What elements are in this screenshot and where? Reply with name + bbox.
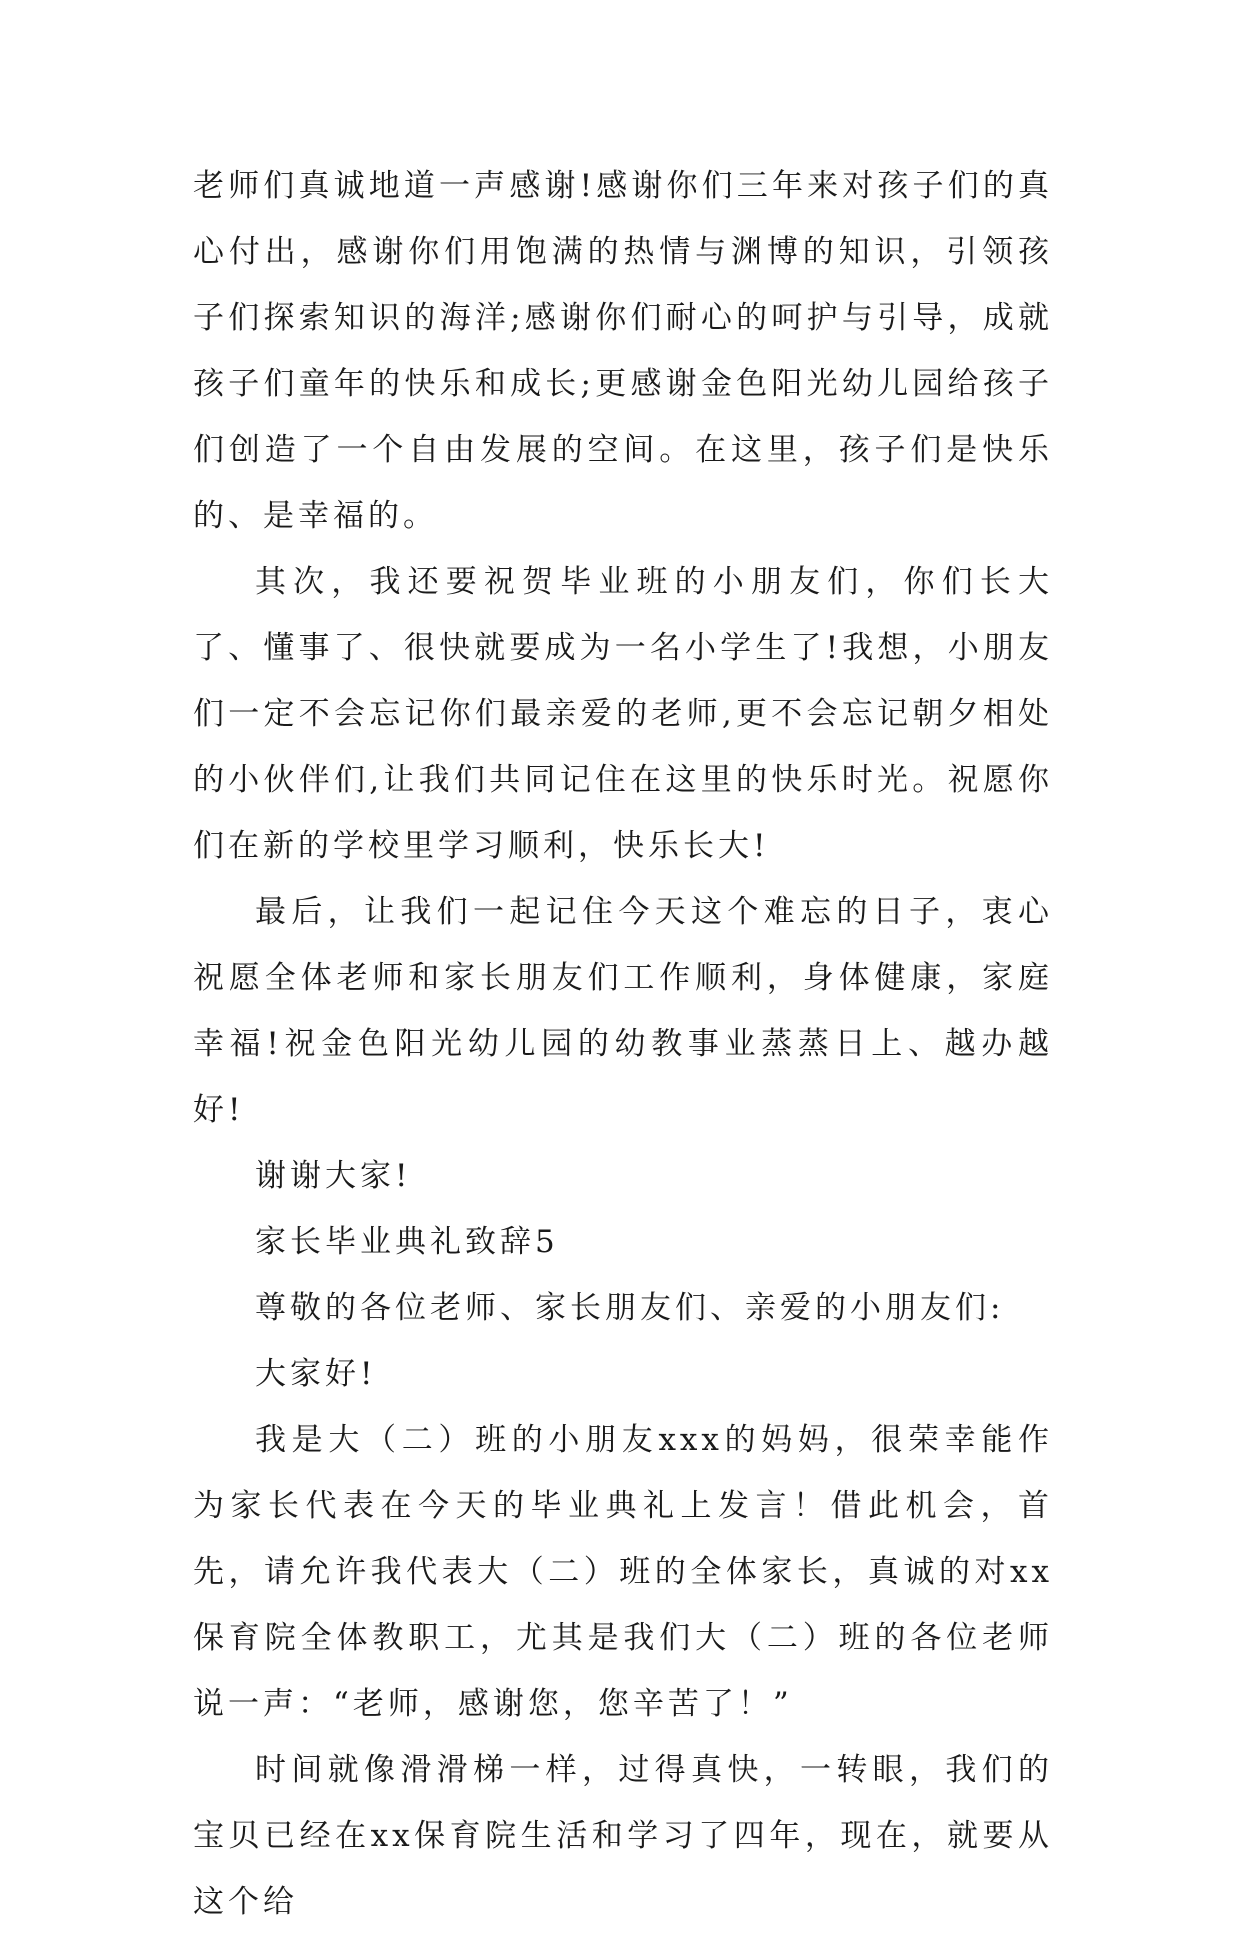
paragraph-8: 我是大（二）班的小朋友xxx的妈妈，很荣幸能作为家长代表在今天的毕业典礼上发言！借此机会，首先，请允许我代表大（二）班的全体家长，真诚的对xx保育院全体教职工，尤其是我们大（二）班的各位老师说一声：“老师，感谢您，您辛苦了！” (193, 1422, 1053, 1722)
section-heading: 家长毕业典礼致辞5 (255, 1224, 559, 1260)
greeting: 大家好! (255, 1356, 377, 1392)
paragraph-9: 时间就像滑滑梯一样，过得真快，一转眼，我们的宝贝已经在xx保育院生活和学习了四年，现在，就要从这个给 (193, 1752, 1053, 1920)
salutation: 尊敬的各位老师、家长朋友们、亲爱的小朋友们: (255, 1290, 1005, 1326)
paragraph-1: 老师们真诚地道一声感谢!感谢你们三年来对孩子们的真心付出，感谢你们用饱满的热情与渊博的知识，引领孩子们探索知识的海洋;感谢你们耐心的呵护与引导，成就孩子们童年的快乐和成长;更感谢金色阳光幼儿园给孩子们创造了一个自由发展的空间。在这里，孩子们是快乐的、是幸福的。 (193, 168, 1053, 534)
paragraph-2: 其次，我还要祝贺毕业班的小朋友们，你们长大了、懂事了、很快就要成为一名小学生了!我想，小朋友们一定不会忘记你们最亲爱的老师,更不会忘记朝夕相处的小伙伴们,让我们共同记住在这里的快乐时光。祝愿你们在新的学校里学习顺利，快乐长大! (193, 564, 1053, 864)
document-body (193, 153, 1053, 1935)
paragraph-4: 谢谢大家! (255, 1158, 412, 1194)
paragraph-3: 最后，让我们一起记住今天这个难忘的日子，衷心祝愿全体老师和家长朋友们工作顺利，身体健康，家庭幸福!祝金色阳光幼儿园的幼教事业蒸蒸日上、越办越好! (193, 894, 1053, 1128)
